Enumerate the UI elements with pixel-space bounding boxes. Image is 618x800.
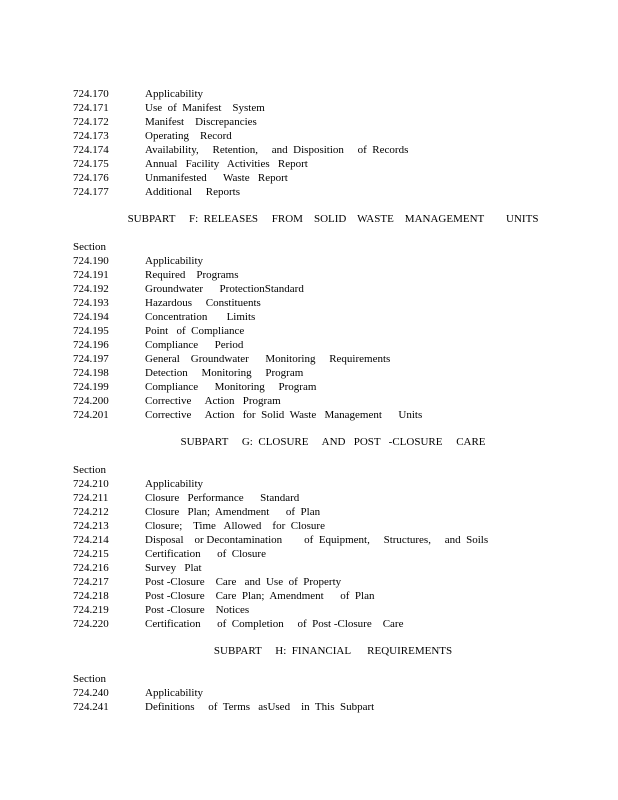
section-title: Operating Record [145, 130, 232, 142]
section-number: 724.170 [73, 88, 109, 100]
toc-row [73, 686, 593, 700]
section-title: Survey Plat [145, 562, 202, 574]
section-label: Section [73, 241, 106, 253]
toc-row [73, 87, 593, 101]
section-title: Corrective Action Program [145, 395, 281, 407]
section-number: 724.220 [73, 618, 109, 630]
section-title: Applicability [145, 88, 204, 100]
section-number: 724.214 [73, 534, 109, 546]
section-number: 724.173 [73, 130, 109, 142]
section-title: Groundwater ProtectionStandard [145, 283, 304, 295]
toc-row [73, 547, 593, 561]
section-number: 724.213 [73, 520, 109, 532]
section-title: Concentration Limits [145, 311, 256, 323]
toc-row [73, 115, 593, 129]
section-title: Applicability [145, 478, 204, 490]
toc-row [73, 296, 593, 310]
toc-row [73, 310, 593, 324]
toc-row [73, 519, 593, 533]
toc-row [73, 575, 593, 589]
section-title: Required Programs [145, 269, 239, 281]
section-number: 724.211 [73, 492, 109, 504]
section-number: 724.177 [73, 186, 109, 198]
section-title: Applicability [145, 687, 204, 699]
toc-row [73, 491, 593, 505]
section-number: 724.175 [73, 158, 109, 170]
section-title: Annual Facility Activities Report [145, 158, 308, 170]
section-number: 724.192 [73, 283, 109, 295]
section-title: Additional Reports [145, 186, 241, 198]
section-title: Applicability [145, 255, 204, 267]
section-number: 724.210 [73, 478, 109, 490]
section-number: 724.215 [73, 548, 109, 560]
toc-row [73, 129, 593, 143]
section-title: Disposal or Decontamination of Equipment, Structures, and Soils [145, 534, 489, 546]
section-title: Compliance Monitoring Program [145, 381, 317, 393]
section-title: Corrective Action for Solid Waste Management Units [145, 409, 423, 421]
section-title: Definitions of Terms asUsed in This Subpart [145, 701, 375, 713]
section-label: Section [73, 464, 106, 476]
section-number: 724.241 [73, 701, 109, 713]
toc-row [73, 171, 593, 185]
section-title: Certification of Closure [145, 548, 266, 560]
section-title: Detection Monitoring Program [145, 367, 304, 379]
toc-row [73, 157, 593, 171]
toc-row [73, 338, 593, 352]
section-title: General Groundwater Monitoring Requirements [145, 353, 391, 365]
section-number: 724.172 [73, 116, 109, 128]
toc-row [73, 268, 593, 282]
toc-row [73, 254, 593, 268]
section-number: 724.219 [73, 604, 109, 616]
section-number: 724.199 [73, 381, 109, 393]
toc-row [73, 561, 593, 575]
section-title: Closure; Time Allowed for Closure [145, 520, 325, 532]
section-number: 724.216 [73, 562, 109, 574]
toc-row [73, 282, 593, 296]
toc-row [73, 394, 593, 408]
toc-row [73, 603, 593, 617]
section-number: 724.197 [73, 353, 109, 365]
section-title: Point of Compliance [145, 325, 245, 337]
section-title: Closure Plan; Amendment of Plan [145, 506, 321, 518]
toc-row [73, 477, 593, 491]
section-number: 724.194 [73, 311, 109, 323]
toc-row [73, 185, 593, 199]
toc-row [73, 380, 593, 394]
toc-row [73, 101, 593, 115]
section-title: Compliance Period [145, 339, 244, 351]
section-number: 724.212 [73, 506, 109, 518]
toc-row [73, 617, 593, 631]
section-title: Unmanifested Waste Report [145, 172, 288, 184]
subpart-heading: SUBPART H: FINANCIAL REQUIREMENTS [213, 645, 453, 657]
section-title: Availability, Retention, and Disposition of Records [145, 144, 409, 156]
section-number: 724.218 [73, 590, 109, 602]
section-number: 724.201 [73, 409, 109, 421]
section-number: 724.196 [73, 339, 109, 351]
section-title: Hazardous Constituents [145, 297, 261, 309]
toc-row [73, 700, 593, 714]
toc-row [73, 352, 593, 366]
section-number: 724.193 [73, 297, 109, 309]
section-title: Use of Manifest System [145, 102, 265, 114]
toc-row [73, 324, 593, 338]
toc-row [73, 143, 593, 157]
section-number: 724.176 [73, 172, 109, 184]
toc-row [73, 533, 593, 547]
section-number: 724.198 [73, 367, 109, 379]
document-body [73, 87, 593, 714]
section-title: Certification of Completion of Post -Closure Care [145, 618, 404, 630]
section-number: 724.191 [73, 269, 109, 281]
section-label: Section [73, 673, 106, 685]
subpart-heading: SUBPART F: RELEASES FROM SOLID WASTE MANAGEMENT UNITS [127, 213, 539, 225]
section-title: Manifest Discrepancies [145, 116, 257, 128]
section-number: 724.217 [73, 576, 109, 588]
section-number: 724.200 [73, 395, 109, 407]
section-number: 724.171 [73, 102, 109, 114]
section-title: Post -Closure Care Plan; Amendment of Plan [145, 590, 375, 602]
section-number: 724.190 [73, 255, 109, 267]
toc-row [73, 505, 593, 519]
toc-row [73, 589, 593, 603]
toc-row [73, 408, 593, 422]
toc-row [73, 366, 593, 380]
section-title: Post -Closure Notices [145, 604, 250, 616]
section-title: Closure Performance Standard [145, 492, 300, 504]
section-number: 724.195 [73, 325, 109, 337]
subpart-heading: SUBPART G: CLOSURE AND POST -CLOSURE CARE [180, 436, 486, 448]
section-title: Post -Closure Care and Use of Property [145, 576, 342, 588]
section-number: 724.174 [73, 144, 109, 156]
section-number: 724.240 [73, 687, 109, 699]
